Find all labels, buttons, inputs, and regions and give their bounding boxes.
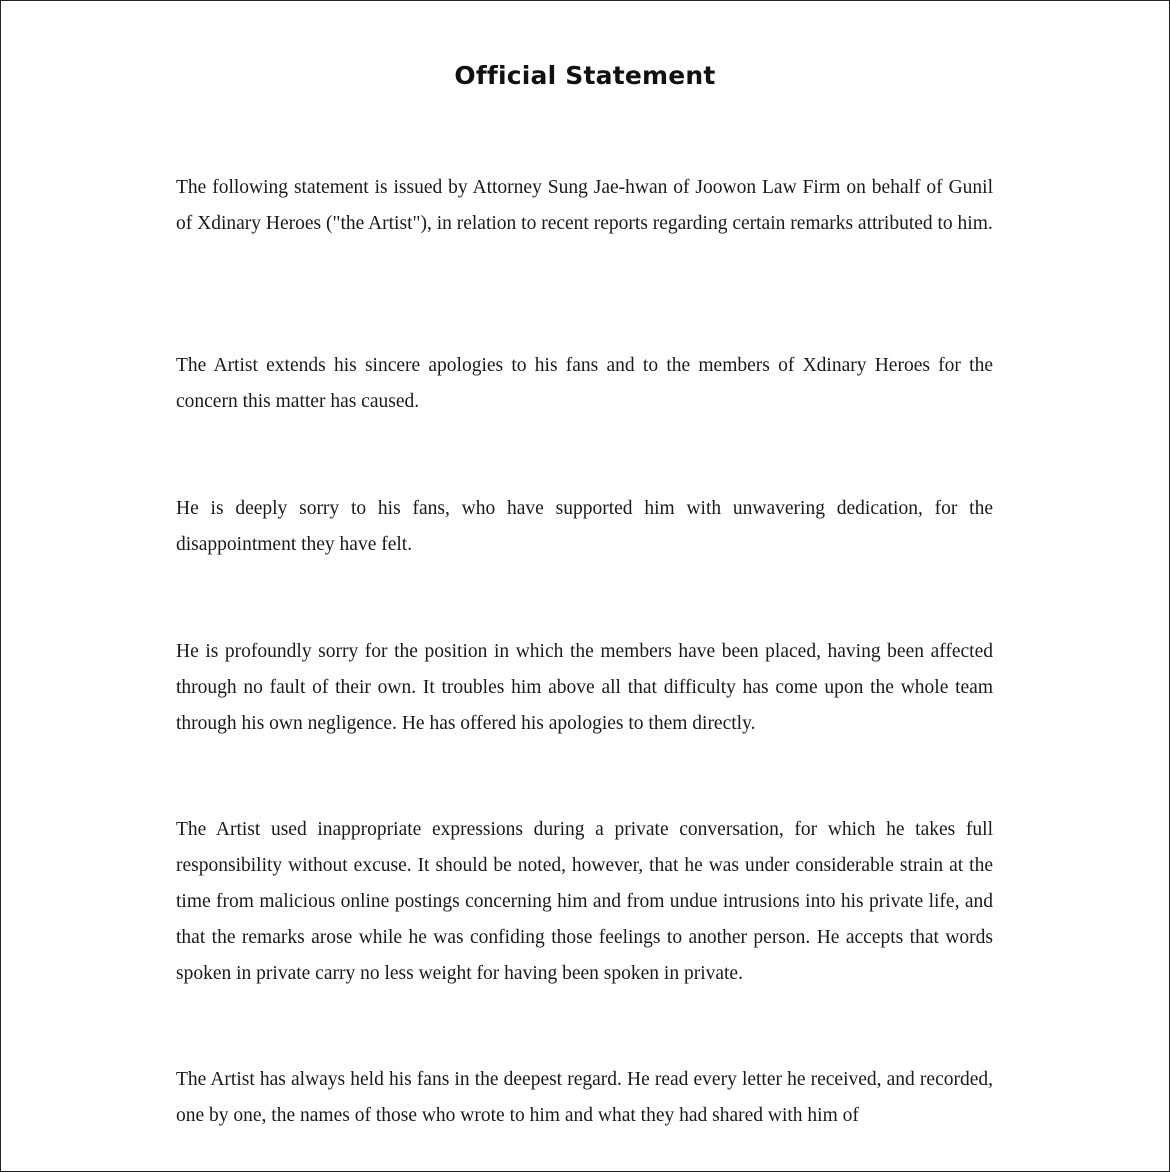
statement-paragraph-3: He is deeply sorry to his fans, who have supported him with unwavering dedication, for the disappointment they have felt. xyxy=(176,498,993,555)
statement-paragraph-4: He is profoundly sorry for the position in which the members have been placed, having been affected through no fault of their own. It troubles him above all that difficulty has come upon the whole team through his own negligence. He has offered his apologies to them directly. xyxy=(176,641,993,734)
document-title: Official Statement xyxy=(454,61,716,90)
statement-paragraph-1: The following statement is issued by Attorney Sung Jae-hwan of Joowon Law Firm on behalf of Gunil of Xdinary Heroes ("the Artist"), in relation to recent reports regarding certain remarks attributed to him. xyxy=(176,177,993,234)
statement-paragraph-5: The Artist used inappropriate expressions during a private conversation, for which he takes full responsibility without excuse. It should be noted, however, that he was under considerable strain at the time from malicious online postings concerning him and from undue intrusions into his private life, and that the remarks arose while he was confiding those feelings to another person. He accepts that words spoken in private carry no less weight for having been spoken in private. xyxy=(176,819,993,984)
statement-paragraph-2: The Artist extends his sincere apologies to his fans and to the members of Xdinary Heroes for the concern this matter has caused. xyxy=(176,355,993,412)
statement-paragraph-6: The Artist has always held his fans in the deepest regard. He read every letter he received, and recorded, one by one, the names of those who wrote to him and what they had shared with him of xyxy=(176,1069,993,1126)
